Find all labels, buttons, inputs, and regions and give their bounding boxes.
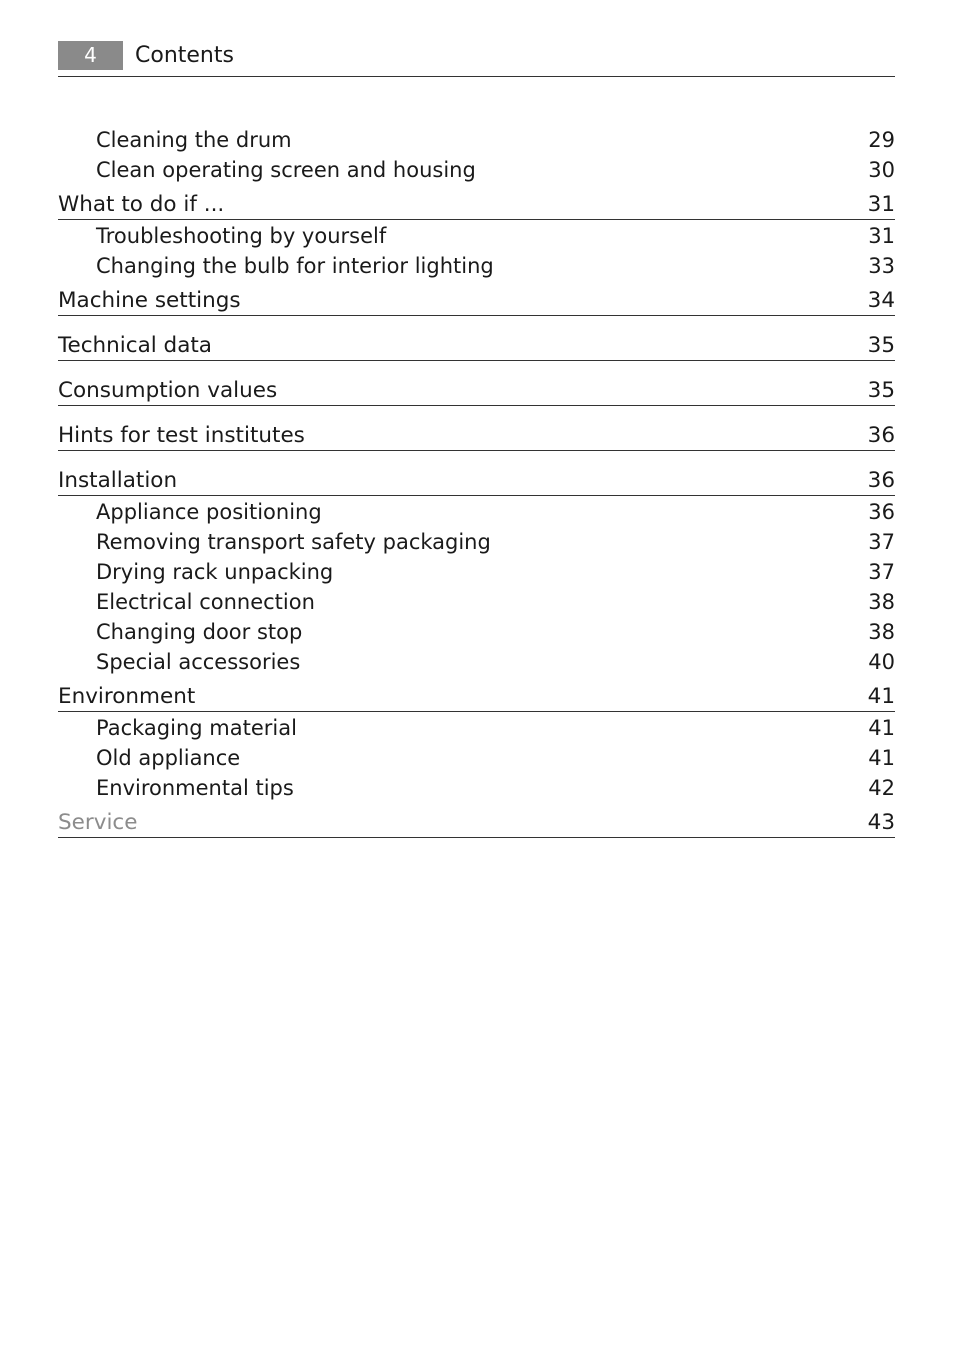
toc-entry-title: Drying rack unpacking <box>96 560 334 584</box>
toc-section-technical-data[interactable] <box>58 331 895 361</box>
toc-entry-title: Changing the bulb for interior lighting <box>96 254 494 278</box>
toc-entry-removing-transport-packaging[interactable] <box>58 527 895 557</box>
toc-entry-page: 40 <box>868 650 895 674</box>
toc-entry-title: Old appliance <box>96 746 241 770</box>
toc-entry-old-appliance[interactable] <box>58 743 895 773</box>
toc-entry-changing-bulb[interactable] <box>58 251 895 281</box>
toc-entry-page: 36 <box>868 500 895 524</box>
toc-entry-cleaning-drum[interactable] <box>58 125 895 155</box>
toc-entry-changing-door-stop[interactable] <box>58 617 895 647</box>
toc-entry-page: 33 <box>868 254 895 278</box>
toc-section-consumption-values[interactable] <box>58 376 895 406</box>
toc-entry-clean-screen[interactable] <box>58 155 895 185</box>
toc-entry-environmental-tips[interactable] <box>58 773 895 803</box>
toc-entry-page: 41 <box>868 716 895 740</box>
toc-entry-title: Cleaning the drum <box>96 128 292 152</box>
toc-entry-special-accessories[interactable] <box>58 647 895 677</box>
toc-entry-title: Packaging material <box>96 716 297 740</box>
toc-entry-title: Special accessories <box>96 650 301 674</box>
toc-section-page: 35 <box>867 378 895 403</box>
toc-section-installation[interactable] <box>58 466 895 496</box>
toc-entry-title: Environmental tips <box>96 776 294 800</box>
toc-section-service[interactable] <box>58 808 895 838</box>
toc-entry-title: Electrical connection <box>96 590 315 614</box>
toc-entry-page: 41 <box>868 746 895 770</box>
toc-section-machine-settings[interactable] <box>58 286 895 316</box>
toc-section-title: Environment <box>58 684 196 709</box>
toc-entry-title: Appliance positioning <box>96 500 322 524</box>
toc-entry-page: 38 <box>868 590 895 614</box>
toc-section-title: Machine settings <box>58 288 241 313</box>
toc-section-page: 36 <box>867 468 895 493</box>
page-header <box>58 41 895 77</box>
page-number-badge: 4 <box>58 41 123 70</box>
toc-section-page: 41 <box>867 684 895 709</box>
toc-section-title: Consumption values <box>58 378 278 403</box>
toc-section-title: Technical data <box>58 333 212 358</box>
toc-entry-title: Removing transport safety packaging <box>96 530 491 554</box>
toc-section-hints[interactable] <box>58 421 895 451</box>
toc-entry-page: 37 <box>868 560 895 584</box>
toc-section-page: 43 <box>867 810 895 835</box>
toc-entry-appliance-positioning[interactable] <box>58 497 895 527</box>
page-title: Contents <box>135 43 234 68</box>
toc-section-page: 31 <box>867 192 895 217</box>
toc-entry-page: 38 <box>868 620 895 644</box>
toc-section-title: Installation <box>58 468 178 493</box>
table-of-contents <box>58 125 895 839</box>
toc-entry-electrical-connection[interactable] <box>58 587 895 617</box>
toc-section-page: 35 <box>867 333 895 358</box>
toc-entry-page: 31 <box>868 224 895 248</box>
toc-section-what-to-do[interactable] <box>58 190 895 220</box>
toc-entry-page: 30 <box>868 158 895 182</box>
toc-section-environment[interactable] <box>58 682 895 712</box>
toc-entry-packaging-material[interactable] <box>58 713 895 743</box>
toc-entry-title: Changing door stop <box>96 620 303 644</box>
toc-entry-page: 29 <box>868 128 895 152</box>
toc-section-page: 34 <box>867 288 895 313</box>
toc-entry-drying-rack[interactable] <box>58 557 895 587</box>
toc-entry-title: Clean operating screen and housing <box>96 158 476 182</box>
toc-entry-page: 42 <box>868 776 895 800</box>
toc-entry-title: Troubleshooting by yourself <box>96 224 387 248</box>
toc-section-page: 36 <box>867 423 895 448</box>
toc-section-title: Service <box>58 810 138 835</box>
toc-section-title: Hints for test institutes <box>58 423 305 448</box>
toc-entry-page: 37 <box>868 530 895 554</box>
toc-entry-troubleshooting[interactable] <box>58 221 895 251</box>
toc-section-title: What to do if ... <box>58 192 225 217</box>
